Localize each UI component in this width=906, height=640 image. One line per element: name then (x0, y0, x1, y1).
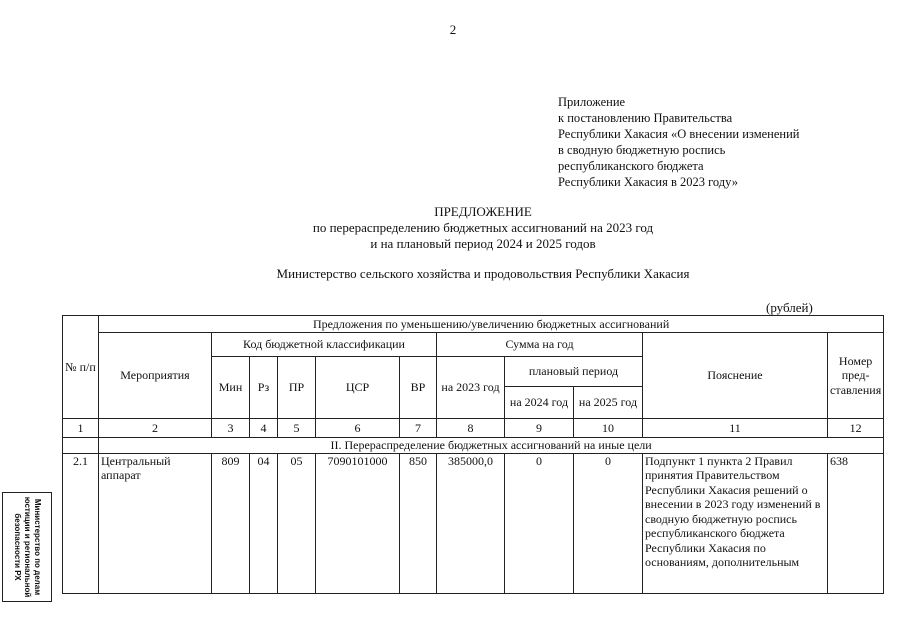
row-2023: 385000,0 (437, 453, 505, 593)
budget-table (62, 315, 884, 594)
document-subtitle-line: и на плановый период 2024 и 2025 годов (370, 236, 596, 251)
header-min: Мин (212, 357, 250, 419)
header-repnum: Номер пред-ставления (828, 333, 884, 419)
col-number: 6 (316, 419, 400, 438)
col-number: 2 (99, 419, 212, 438)
col-number: 7 (400, 419, 437, 438)
header-vr: ВР (400, 357, 437, 419)
header-2025: на 2025 год (574, 387, 643, 419)
stamp-line: безопасности РХ (13, 513, 22, 581)
table-row (63, 453, 884, 593)
header-sum-group: Сумма на год (437, 333, 643, 357)
row-repnum: 638 (828, 453, 884, 593)
row-num: 2.1 (63, 453, 99, 593)
header-pr: ПР (278, 357, 316, 419)
header-csr: ЦСР (316, 357, 400, 419)
appendix-block (558, 94, 799, 190)
appendix-line: Приложение (558, 95, 626, 109)
row-explanation: Подпункт 1 пункта 2 Правил принятия Правительством Республики Хакасия решений о внесении в 2023 году изменений в сводную бюджетную роспись республиканского бюджета Республики Хакасия по основаниям, дополнительным (643, 453, 828, 593)
col-number: 1 (63, 419, 99, 438)
row-pr: 05 (278, 453, 316, 593)
header-rz: Рз (250, 357, 278, 419)
appendix-line: Республики Хакасия «О внесении изменений (558, 127, 800, 141)
appendix-line: к постановлению Правительства (558, 111, 733, 125)
row-csr: 7090101000 (316, 453, 400, 593)
appendix-line: в сводную бюджетную роспись (558, 143, 726, 157)
header-event: Мероприятия (99, 333, 212, 419)
header-num: № п/п (63, 316, 99, 419)
appendix-line: республиканского бюджета (558, 159, 704, 173)
header-planned: плановый период (505, 357, 643, 387)
registration-stamp (2, 492, 52, 602)
col-number: 9 (505, 419, 574, 438)
document-title: ПРЕДЛОЖЕНИЕ (434, 204, 532, 219)
col-number: 5 (278, 419, 316, 438)
row-min: 809 (212, 453, 250, 593)
col-number: 11 (643, 419, 828, 438)
col-number: 10 (574, 419, 643, 438)
stamp-text (12, 493, 42, 601)
header-2023: на 2023 год (437, 357, 505, 419)
col-number: 3 (212, 419, 250, 438)
stamp-line: юстиции и региональной (23, 496, 32, 598)
column-numbers-row (63, 419, 884, 438)
row-2025: 0 (574, 453, 643, 593)
row-2024: 0 (505, 453, 574, 593)
row-vr: 850 (400, 453, 437, 593)
header-proposals: Предложения по уменьшению/увеличению бюджетных ассигнований (99, 316, 884, 333)
section-title: II. Перераспределение бюджетных ассигнований на иные цели (99, 438, 884, 454)
ministry-name: Министерство сельского хозяйства и продовольствия Республики Хакасия (276, 266, 690, 281)
col-number: 4 (250, 419, 278, 438)
header-explanation: Пояснение (643, 333, 828, 419)
units-label: (рублей) (766, 300, 813, 315)
document-subtitle-line: по перераспределению бюджетных ассигнований на 2023 год (312, 220, 654, 235)
row-rz: 04 (250, 453, 278, 593)
col-number: 12 (828, 419, 884, 438)
page-number: 2 (449, 22, 457, 37)
appendix-line: Республики Хакасия в 2023 году» (558, 175, 738, 189)
document-title-block (0, 204, 906, 252)
col-number: 8 (437, 419, 505, 438)
header-code-group: Код бюджетной классификации (212, 333, 437, 357)
header-2024: на 2024 год (505, 387, 574, 419)
stamp-line: Министерство по делам (33, 498, 42, 596)
row-event: Центральный аппарат (99, 453, 212, 593)
